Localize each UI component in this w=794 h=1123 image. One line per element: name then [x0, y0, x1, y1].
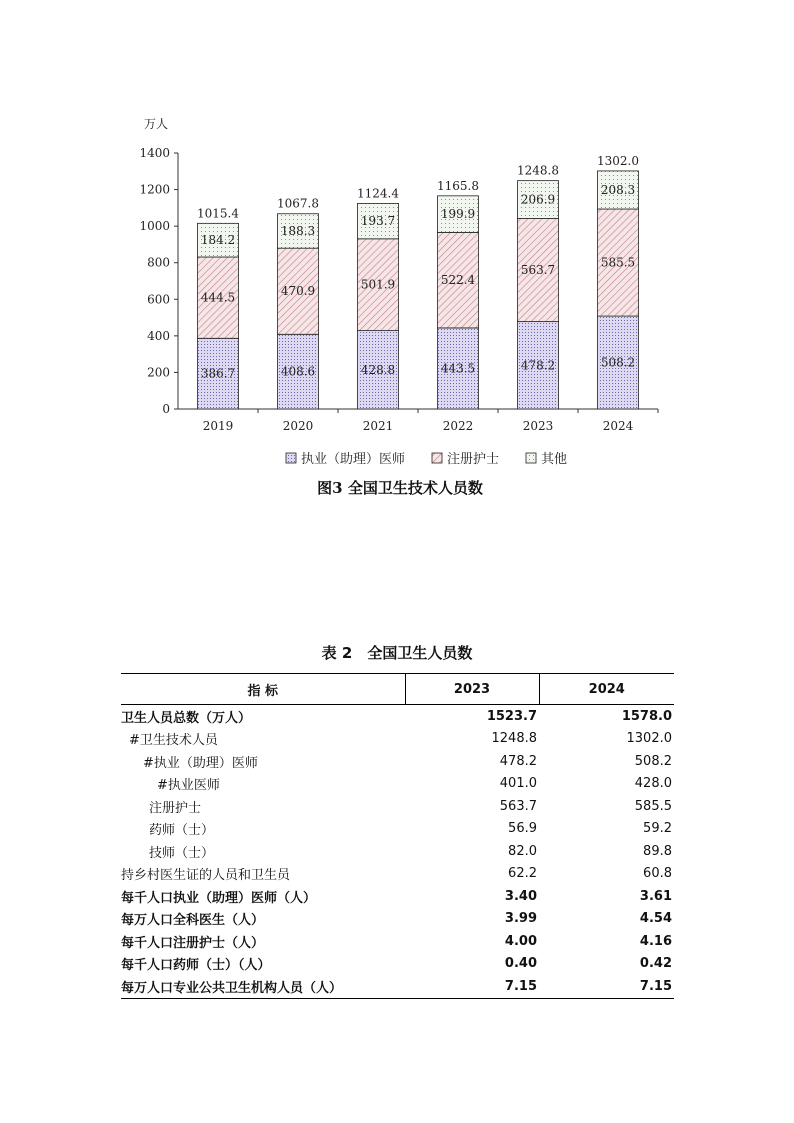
data-label-doctor: 508.2	[600, 355, 636, 370]
data-label-other: 199.9	[440, 207, 476, 222]
y-tick-label: 1000	[139, 219, 170, 234]
table-row	[121, 930, 674, 953]
value-2023: 7.15	[405, 975, 539, 998]
table-row	[121, 750, 674, 773]
x-tick-label: 2024	[602, 419, 634, 433]
value-2024: 4.16	[639, 933, 672, 949]
value-2023: 478.2	[499, 753, 537, 769]
row-label: 注册护士	[149, 800, 202, 816]
y-tick-label: 0	[162, 402, 170, 416]
legend-swatch-doctor	[286, 453, 296, 463]
value-2024: 1578.0	[621, 708, 672, 724]
x-tick-label: 2022	[442, 419, 474, 433]
row-label: #执业（助理）医师	[143, 755, 258, 771]
total-label: 1015.4	[197, 206, 239, 221]
y-tick-label: 400	[147, 328, 170, 343]
table-header-row	[121, 674, 674, 705]
row-label: 每千人口药师（士）（人）	[121, 958, 271, 974]
value-2024: 585.5	[634, 798, 672, 814]
y-tick-label: 200	[147, 365, 170, 380]
row-label: 每千人口注册护士（人）	[121, 935, 265, 951]
value-2024: 4.54	[639, 911, 672, 927]
value-2024: 3.61	[639, 888, 672, 904]
chart-caption: 图3 全国卫生技术人员数	[317, 479, 483, 497]
x-tick-label: 2020	[282, 419, 314, 433]
legend	[286, 451, 567, 467]
table-row	[121, 840, 674, 863]
x-tick-label: 2021	[362, 419, 394, 433]
table-row	[121, 818, 674, 841]
value-2023: 3.40	[504, 888, 537, 904]
table-row	[121, 975, 674, 998]
legend-label-nurse: 注册护士	[447, 452, 500, 467]
stacked-bar-chart	[120, 110, 680, 510]
value-2023: 1248.8	[491, 731, 537, 747]
y-tick-label: 600	[147, 292, 170, 307]
personnel-table	[121, 673, 674, 999]
data-label-nurse: 470.9	[280, 284, 316, 299]
table-row	[121, 773, 674, 796]
total-label: 1165.8	[437, 178, 479, 193]
row-label: 持乡村医生证的人员和卫生员	[121, 868, 291, 884]
value-2024: 59.2	[643, 821, 672, 837]
row-label: #卫生技术人员	[129, 733, 218, 749]
total-label: 1124.4	[357, 186, 399, 201]
legend-swatch-other	[526, 453, 536, 463]
row-label: 每千人口执业（助理）医师（人）	[121, 890, 317, 906]
value-2023: 401.0	[499, 776, 537, 792]
table-row	[121, 863, 674, 886]
y-unit-label: 万人	[144, 117, 169, 131]
table-row	[121, 908, 674, 931]
row-label: 每万人口专业公共卫生机构人员（人）	[121, 975, 405, 998]
data-label-doctor: 443.5	[440, 361, 476, 376]
value-2023: 1523.7	[486, 708, 537, 724]
legend-label-other: 其他	[541, 452, 568, 467]
total-label: 1067.8	[277, 196, 319, 211]
data-label-nurse: 444.5	[200, 290, 236, 305]
data-label-doctor: 408.6	[280, 364, 316, 379]
value-2024: 0.42	[639, 956, 672, 972]
header-2024: 2024	[539, 674, 674, 705]
data-label-nurse: 563.7	[520, 263, 556, 278]
row-label: 药师（士）	[149, 823, 215, 839]
row-label: 卫生人员总数（万人）	[121, 710, 252, 726]
data-label-other: 208.3	[600, 182, 636, 197]
data-label-nurse: 522.4	[440, 273, 476, 288]
x-tick-label: 2019	[202, 419, 234, 433]
value-2024: 60.8	[643, 866, 672, 882]
value-2024: 428.0	[634, 776, 672, 792]
data-label-doctor: 386.7	[200, 366, 236, 381]
table-row	[121, 705, 674, 728]
data-label-nurse: 501.9	[360, 277, 396, 292]
value-2023: 62.2	[508, 866, 537, 882]
header-2023: 2023	[405, 674, 539, 705]
table-row	[121, 728, 674, 751]
value-2024: 89.8	[643, 843, 672, 859]
value-2023: 563.7	[499, 798, 537, 814]
y-tick-label: 800	[147, 255, 170, 270]
header-indicator: 指 标	[121, 674, 405, 705]
total-label: 1248.8	[517, 163, 559, 178]
bars	[197, 154, 658, 433]
data-label-other: 188.3	[280, 223, 316, 238]
legend-swatch-nurse	[432, 453, 442, 463]
value-2023: 82.0	[508, 843, 537, 859]
value-2024: 508.2	[634, 753, 672, 769]
row-label: #执业医师	[157, 778, 220, 794]
data-label-doctor: 478.2	[520, 358, 556, 373]
value-2024: 1302.0	[626, 731, 672, 747]
value-2024: 7.15	[539, 975, 674, 998]
table-row	[121, 795, 674, 818]
data-label-doctor: 428.8	[360, 362, 396, 377]
data-label-other: 193.7	[360, 214, 396, 229]
value-2023: 4.00	[504, 933, 537, 949]
table-title: 表 2 全国卫生人员数	[321, 644, 473, 662]
table-row	[121, 953, 674, 976]
data-label-other: 184.2	[200, 233, 236, 248]
legend-label-doctor: 执业（助理）医师	[301, 452, 406, 467]
data-label-other: 206.9	[520, 192, 556, 207]
data-label-nurse: 585.5	[600, 255, 636, 270]
value-2023: 0.40	[504, 956, 537, 972]
y-tick-label: 1200	[139, 182, 170, 197]
total-label: 1302.0	[597, 153, 639, 168]
row-label: 技师（士）	[149, 845, 215, 861]
value-2023: 3.99	[504, 911, 537, 927]
x-tick-label: 2023	[522, 419, 554, 433]
table-row	[121, 885, 674, 908]
table-body	[121, 705, 674, 999]
value-2023: 56.9	[508, 821, 537, 837]
row-label: 每万人口全科医生（人）	[121, 913, 265, 929]
y-tick-label: 1400	[139, 146, 170, 160]
